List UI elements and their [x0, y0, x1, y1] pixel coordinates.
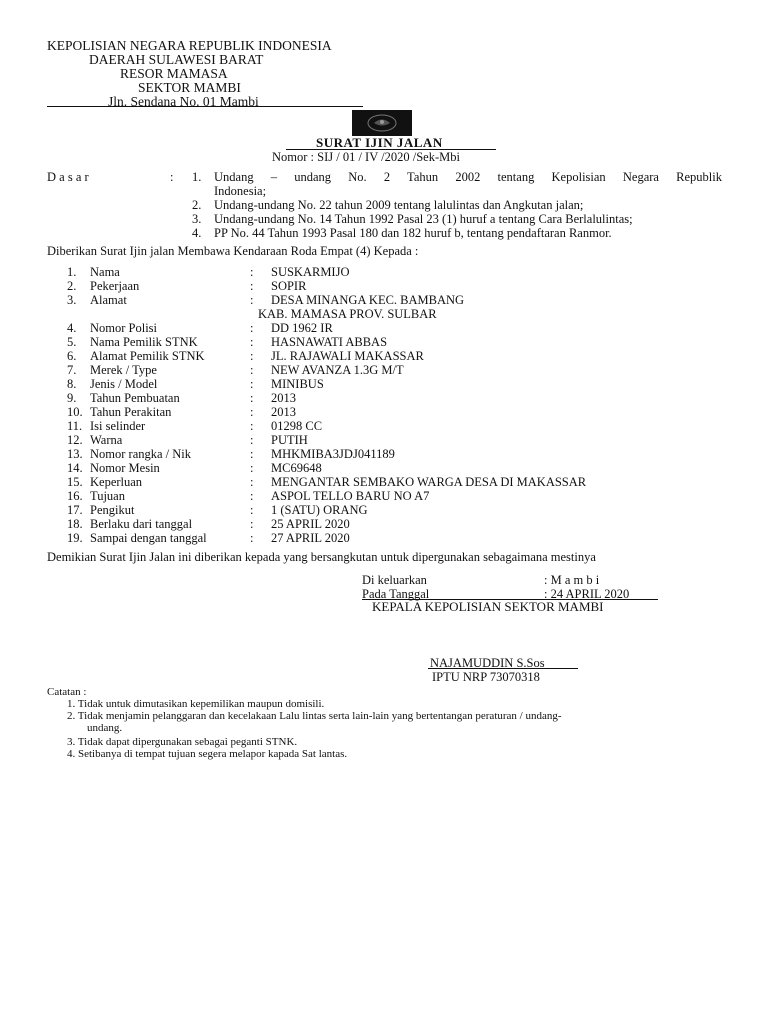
issued-date-label: Pada Tanggal	[362, 587, 430, 601]
field-label: Nomor rangka / Nik	[90, 447, 192, 461]
field-number: 13.	[67, 447, 83, 461]
signer-name: NAJAMUDDIN S.Sos	[430, 656, 545, 670]
field-label: Nomor Polisi	[90, 321, 158, 335]
dasar-item-text: Undang – undang No. 2 Tahun 2002 tentang Kepolisian Negara Republik	[214, 170, 722, 184]
signer-rank: IPTU NRP 73070318	[432, 670, 540, 684]
header-address: Jln. Sendana No. 01 Mambi	[108, 94, 259, 109]
field-colon: :	[250, 265, 254, 279]
signer-underline	[428, 668, 578, 669]
issued-date-value: : 24 APRIL 2020	[544, 587, 630, 601]
notes-label: Catatan :	[47, 686, 87, 698]
field-value: ASPOL TELLO BARU NO A7	[271, 489, 430, 503]
field-number: 17.	[67, 503, 83, 517]
note-item: 4. Setibanya di tempat tujuan segera melapor kapada Sat lantas.	[67, 748, 348, 760]
field-colon: :	[250, 531, 254, 545]
dasar-item-text: PP No. 44 Tahun 1993 Pasal 180 dan 182 huruf b, tentang pendaftaran Ranmor.	[214, 226, 612, 240]
dasar-item-num: 1.	[192, 170, 202, 184]
field-value: 01298 CC	[271, 419, 323, 433]
field-colon: :	[250, 293, 254, 307]
field-colon: :	[250, 335, 254, 349]
dasar-item-text: Undang-undang No. 14 Tahun 1992 Pasal 23 (1) huruf a tentang Cara Berlalulintas;	[214, 212, 633, 226]
field-value: MHKMIBA3JDJ041189	[271, 447, 395, 461]
field-value: 2013	[271, 391, 296, 405]
field-value: MC69648	[271, 461, 322, 475]
dasar-colon: :	[170, 170, 174, 184]
field-value: 25 APRIL 2020	[271, 517, 350, 531]
field-number: 16.	[67, 489, 83, 503]
field-number: 9.	[67, 391, 77, 405]
note-item: 1. Tidak untuk dimutasikan kepemilikan maupun domisili.	[67, 698, 325, 710]
dasar-item-text: Undang-undang No. 22 tahun 2009 tentang lalulintas dan Angkutan jalan;	[214, 198, 584, 212]
document-title: SURAT IJIN JALAN	[316, 135, 443, 150]
field-value: MENGANTAR SEMBAKO WARGA DESA DI MAKASSAR	[271, 475, 587, 489]
field-colon: :	[250, 517, 254, 531]
field-colon: :	[250, 363, 254, 377]
field-colon: :	[250, 405, 254, 419]
field-colon: :	[250, 433, 254, 447]
signer-position: KEPALA KEPOLISIAN SEKTOR MAMBI	[372, 599, 604, 614]
field-label: Tahun Perakitan	[90, 405, 172, 419]
field-number: 19.	[67, 531, 83, 545]
field-value: HASNAWATI ABBAS	[271, 335, 388, 349]
field-number: 15.	[67, 475, 83, 489]
header-line-4: SEKTOR MAMBI	[138, 80, 241, 95]
field-value: PUTIH	[271, 433, 308, 447]
field-number: 2.	[67, 279, 77, 293]
field-number: 8.	[67, 377, 77, 391]
field-label: Nomor Mesin	[90, 461, 160, 475]
field-number: 6.	[67, 349, 77, 363]
closing-text: Demikian Surat Ijin Jalan ini diberikan kepada yang bersangkutan untuk dipergunakan sebagaimana mestinya	[47, 550, 596, 564]
field-label: Alamat Pemilik STNK	[90, 349, 205, 363]
field-value: 1 (SATU) ORANG	[271, 503, 368, 517]
field-colon: :	[250, 349, 254, 363]
issued-place-label: Di keluarkan	[362, 573, 427, 587]
field-number: 7.	[67, 363, 77, 377]
field-value: SUSKARMIJO	[271, 265, 350, 279]
dasar-item-num: 4.	[192, 226, 202, 240]
field-number: 11.	[67, 419, 83, 433]
document-number: Nomor : SIJ / 01 / IV /2020 /Sek-Mbi	[272, 150, 460, 164]
field-value: SOPIR	[271, 279, 307, 293]
field-label: Alamat	[90, 293, 127, 307]
field-number: 4.	[67, 321, 77, 335]
field-label: Keperluan	[90, 475, 143, 489]
field-colon: :	[250, 503, 254, 517]
header-underline	[47, 106, 363, 107]
field-number: 3.	[67, 293, 77, 307]
dasar-item-num: 2.	[192, 198, 202, 212]
field-colon: :	[250, 391, 254, 405]
field-number: 1.	[67, 265, 77, 279]
note-item-cont: undang.	[87, 722, 123, 734]
field-label: Tahun Pembuatan	[90, 391, 180, 405]
field-value: MINIBUS	[271, 377, 324, 391]
field-value-cont: KAB. MAMASA PROV. SULBAR	[258, 307, 437, 321]
note-item: 3. Tidak dapat dipergunakan sebagai peganti STNK.	[67, 736, 298, 748]
field-colon: :	[250, 489, 254, 503]
field-label: Pengikut	[90, 503, 135, 517]
field-value: 2013	[271, 405, 296, 419]
intro-text: Diberikan Surat Ijin jalan Membawa Kendaraan Roda Empat (4) Kepada :	[47, 244, 419, 258]
field-number: 12.	[67, 433, 83, 447]
header-line-3: RESOR MAMASA	[120, 66, 228, 81]
field-label: Berlaku dari tanggal	[90, 517, 193, 531]
issued-place-value: : M a m b i	[544, 573, 600, 587]
dasar-item-text-cont: Indonesia;	[214, 184, 267, 198]
field-colon: :	[250, 377, 254, 391]
field-number: 18.	[67, 517, 83, 531]
field-colon: :	[250, 321, 254, 335]
header-line-1: KEPOLISIAN NEGARA REPUBLIK INDONESIA	[47, 38, 332, 53]
police-emblem-icon	[352, 110, 412, 136]
field-colon: :	[250, 461, 254, 475]
field-label: Isi selinder	[90, 419, 146, 433]
field-label: Pekerjaan	[90, 279, 140, 293]
field-label: Nama	[90, 265, 120, 279]
field-colon: :	[250, 447, 254, 461]
field-number: 10.	[67, 405, 83, 419]
field-value: JL. RAJAWALI MAKASSAR	[271, 349, 424, 363]
field-label: Warna	[90, 433, 123, 447]
field-number: 14.	[67, 461, 83, 475]
field-value: NEW AVANZA 1.3G M/T	[271, 363, 404, 377]
dasar-label: D a s a r	[47, 170, 89, 184]
field-value: 27 APRIL 2020	[271, 531, 350, 545]
field-colon: :	[250, 419, 254, 433]
header-line-2: DAERAH SULAWESI BARAT	[89, 52, 264, 67]
field-value: DD 1962 IR	[271, 321, 333, 335]
field-colon: :	[250, 475, 254, 489]
field-value: DESA MINANGA KEC. BAMBANG	[271, 293, 465, 307]
field-label: Nama Pemilik STNK	[90, 335, 198, 349]
field-number: 5.	[67, 335, 77, 349]
field-label: Jenis / Model	[90, 377, 158, 391]
field-label: Sampai dengan tanggal	[90, 531, 207, 545]
note-item: 2. Tidak menjamin pelanggaran dan kecelakaan Lalu lintas serta lain-lain yang bertentangan peraturan / undang-	[67, 710, 562, 722]
dasar-item-num: 3.	[192, 212, 202, 226]
field-colon: :	[250, 279, 254, 293]
field-label: Tujuan	[90, 489, 125, 503]
field-label: Merek / Type	[90, 363, 157, 377]
